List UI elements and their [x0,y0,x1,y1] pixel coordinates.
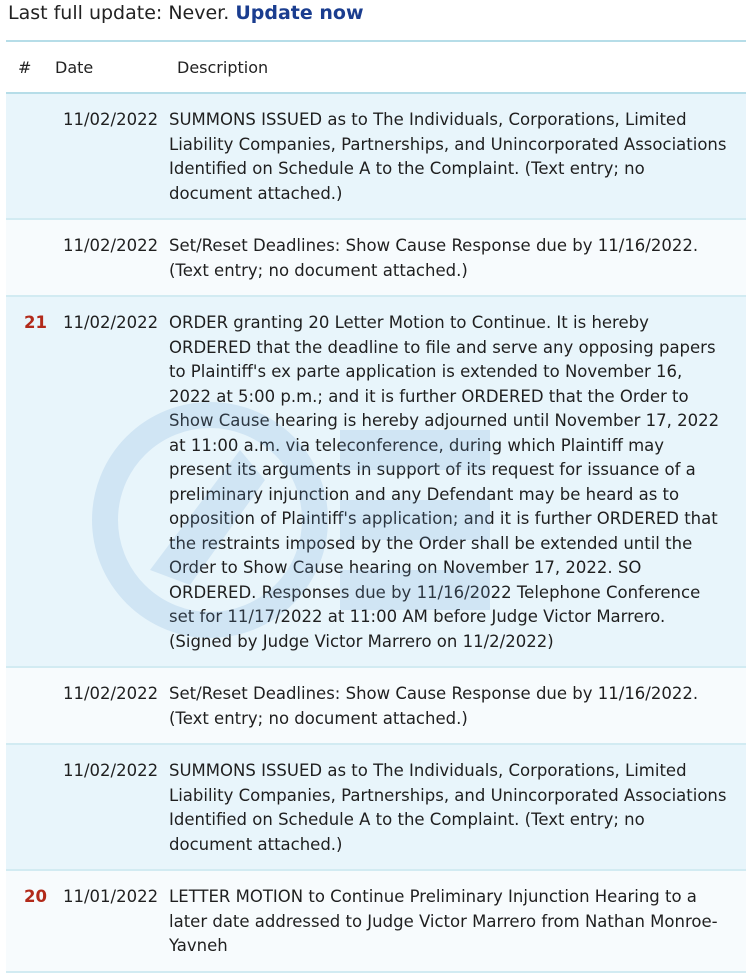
entry-number-link[interactable]: 21 [24,313,47,332]
entry-description: SUMMONS ISSUED as to The Individuals, Corporations, Limited Liability Companies, Partnerships, and Unincorporated Associations Identified on Schedule A to the Complaint. (Text entry; no document attached.) [169,761,727,854]
entry-description: ORDER granting 20 Letter Motion to Continue. It is hereby ORDERED that the deadline to file and serve any opposing papers to Plaintiff's ex parte application is extended to November 16, 2022 at 5:00 p.m.; and it is further ORDERED that the Order to Show Cause hearing is hereby adjourned until November 17, 2022 at 11:00 a.m. via teleconference, during which Plaintiff may present its arguments in support of its request for issuance of a preliminary injunction and any Defendant may be heard as to opposition of Plaintiff's application; and it is further ORDERED that the restraints imposed by the Order shall be extended until the Order to Show Cause hearing on November 17, 2022. SO ORDERED. Responses due by 11/16/2022 Telephone Conference set for 11/17/2022 at 11:00 AM before Judge Victor Marrero. (Signed by Judge Victor Marrero on 11/2/2022) [169,313,720,651]
entry-date: 11/02/2022 [63,313,159,332]
entry-description: SUMMONS ISSUED as to The Individuals, Corporations, Limited Liability Companies, Partnerships, and Unincorporated Associations Identified on Schedule A to the Complaint. (Text entry; no document attached.) [169,110,727,203]
entry-description: Set/Reset Deadlines: Show Cause Response due by 11/16/2022. (Text entry; no document attached.) [169,236,699,280]
entry-number [6,108,63,206]
entry-description: Set/Reset Deadlines: Show Cause Response due by 11/16/2022. (Text entry; no document attached.) [169,684,699,728]
entry-number-link[interactable]: 20 [24,887,47,906]
entry-date: 11/02/2022 [63,684,159,703]
table-row [6,297,746,668]
entry-date: 11/02/2022 [63,236,159,255]
docket-table [6,42,746,973]
update-now-link[interactable]: Update now [235,2,364,24]
table-row [6,871,746,973]
entry-description: LETTER MOTION to Continue Preliminary Injunction Hearing to a later date addressed to Judge Victor Marrero from Nathan Monroe-Yavneh [169,887,718,955]
column-header-number: # [18,57,32,77]
table-row [6,220,746,297]
table-row [6,745,746,871]
table-row [6,668,746,745]
entry-date: 11/02/2022 [63,761,159,780]
table-row [6,94,746,220]
last-update-label: Last full update: Never. [8,2,230,24]
update-status-bar [0,0,750,30]
column-header-description: Description [177,57,269,77]
entry-date: 11/02/2022 [63,110,159,129]
entry-number [6,234,63,283]
entry-date: 11/01/2022 [63,887,159,906]
entry-number [6,759,63,857]
column-header-date: Date [55,57,94,77]
table-header [6,42,746,94]
entry-number [6,682,63,731]
